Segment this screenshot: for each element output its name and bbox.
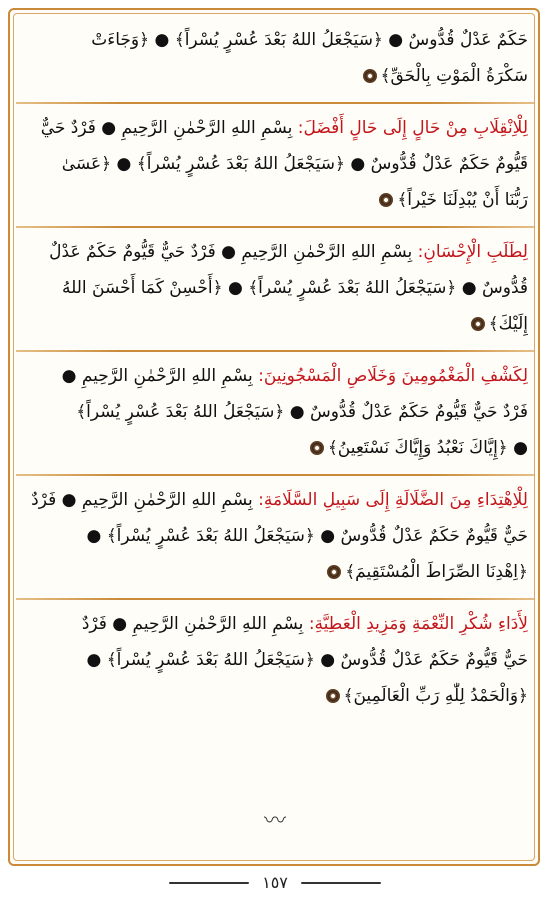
text-line: ﴿وَالْحَمْدُ لِلّٰهِ رَبِّ الْعَالَمِينَ﴾ <box>22 678 528 714</box>
rosette-end-icon <box>327 565 341 579</box>
text-line: لِلْاِنْقِلَابِ مِنْ حَالٍ إِلَى حَالٍ أَفْضَلَ: بِسْمِ اللهِ الرَّحْمٰنِ الرَّحِيمِ ● فَرْدٌ حَيٌّ <box>40 118 528 138</box>
section-title: لِطَلَبِ الْإِحْسَانِ: <box>417 242 528 262</box>
prayer-section <box>22 476 528 598</box>
text-line: قَيُّومٌ حَكَمٌ عَدْلٌ قُدُّوسٌ ● ﴿سَيَجْعَلُ اللهُ بَعْدَ عُسْرٍ يُسْراً﴾ ● ﴿عَسَىٰ <box>61 154 528 174</box>
text-line: حَيٌّ قَيُّومٌ حَكَمٌ عَدْلٌ قُدُّوسٌ ● ﴿سَيَجْعَلُ اللهُ بَعْدَ عُسْرٍ يُسْراً﴾ ● <box>86 526 528 546</box>
rosette-end-icon <box>363 69 377 83</box>
prayer-section <box>22 600 528 722</box>
text-line: لِطَلَبِ الْإِحْسَانِ: بِسْمِ اللهِ الرَّحْمٰنِ الرَّحِيمِ ● فَرْدٌ حَيٌّ قَيُّومٌ حَكَمٌ عَدْلٌ <box>49 242 528 262</box>
text-line: لِأَدَاءِ شُكْرِ النِّعْمَةِ وَمَزِيدِ الْعَطِيَّةِ: بِسْمِ اللهِ الرَّحْمٰنِ الرَّحِيمِ ● فَرْدٌ <box>81 614 528 634</box>
closing-ornament-icon: 〰 <box>263 809 286 834</box>
text-line: ● ﴿إِيَّاكَ نَعْبُدُ وَإِيَّاكَ نَسْتَعِينُ﴾ <box>22 430 528 466</box>
section-title: لِلْاِهْتِدَاءِ مِنَ الضَّلَالَةِ إِلَى سَبِيلِ السَّلَامَةِ: <box>258 490 528 510</box>
section-title: لِأَدَاءِ شُكْرِ النِّعْمَةِ وَمَزِيدِ الْعَطِيَّةِ: <box>308 614 528 634</box>
text-line: لِلْاِهْتِدَاءِ مِنَ الضَّلَالَةِ إِلَى سَبِيلِ السَّلَامَةِ: بِسْمِ اللهِ الرَّحْمٰنِ الرَّحِيمِ ● فَرْدٌ <box>31 490 528 510</box>
text-line: لِكَشْفِ الْمَغْمُومِينَ وَخَلَاصِ الْمَسْجُونِينَ: بِسْمِ اللهِ الرَّحْمٰنِ الرَّحِيمِ ● <box>61 366 528 386</box>
text-line: حَيٌّ قَيُّومٌ حَكَمٌ عَدْلٌ قُدُّوسٌ ● ﴿سَيَجْعَلُ اللهُ بَعْدَ عُسْرٍ يُسْراً﴾ ● <box>86 650 528 670</box>
rosette-end-icon <box>471 317 485 331</box>
footer-flourish-icon <box>169 882 249 884</box>
rosette-end-icon <box>310 441 324 455</box>
page-number: ١٥٧ <box>262 873 288 892</box>
text-line: إِلَيْكَ﴾ <box>22 306 528 342</box>
prayer-section <box>22 16 528 102</box>
text-line: قُدُّوسٌ ● ﴿سَيَجْعَلُ اللهُ بَعْدَ عُسْرٍ يُسْراً﴾ ● ﴿أَحْسِنْ كَمَا أَحْسَنَ اللهُ <box>61 278 528 298</box>
page-footer <box>0 872 550 896</box>
text-line: حَكَمٌ عَدْلٌ قُدُّوسٌ ● ﴿سَيَجْعَلُ اللهُ بَعْدَ عُسْرٍ يُسْراً﴾ ● ﴿وَجَاءَتْ <box>91 30 528 50</box>
prayer-text-body <box>22 16 528 722</box>
footer-flourish-icon <box>301 882 381 884</box>
rosette-end-icon <box>326 689 340 703</box>
text-line: رَبُّنَا أَنْ يُبْدِلَنَا خَيْراً﴾ <box>22 182 528 218</box>
text-line: فَرْدٌ حَيٌّ قَيُّومٌ حَكَمٌ عَدْلٌ قُدُّوسٌ ● ﴿سَيَجْعَلُ اللهُ بَعْدَ عُسْرٍ يُسْراً﴾ <box>76 402 528 422</box>
prayer-section <box>22 352 528 474</box>
rosette-end-icon <box>379 193 393 207</box>
text-line: سَكْرَةُ الْمَوْتِ بِالْحَقِّ﴾ <box>22 58 528 94</box>
prayer-section <box>22 104 528 226</box>
prayer-section <box>22 228 528 350</box>
section-title: لِكَشْفِ الْمَغْمُومِينَ وَخَلَاصِ الْمَسْجُونِينَ: <box>258 366 528 386</box>
section-title: لِلْاِنْقِلَابِ مِنْ حَالٍ إِلَى حَالٍ أَفْضَلَ: <box>297 118 528 138</box>
text-line: ﴿اِهْدِنَا الصِّرَاطَ الْمُسْتَقِيمَ﴾ <box>22 554 528 590</box>
